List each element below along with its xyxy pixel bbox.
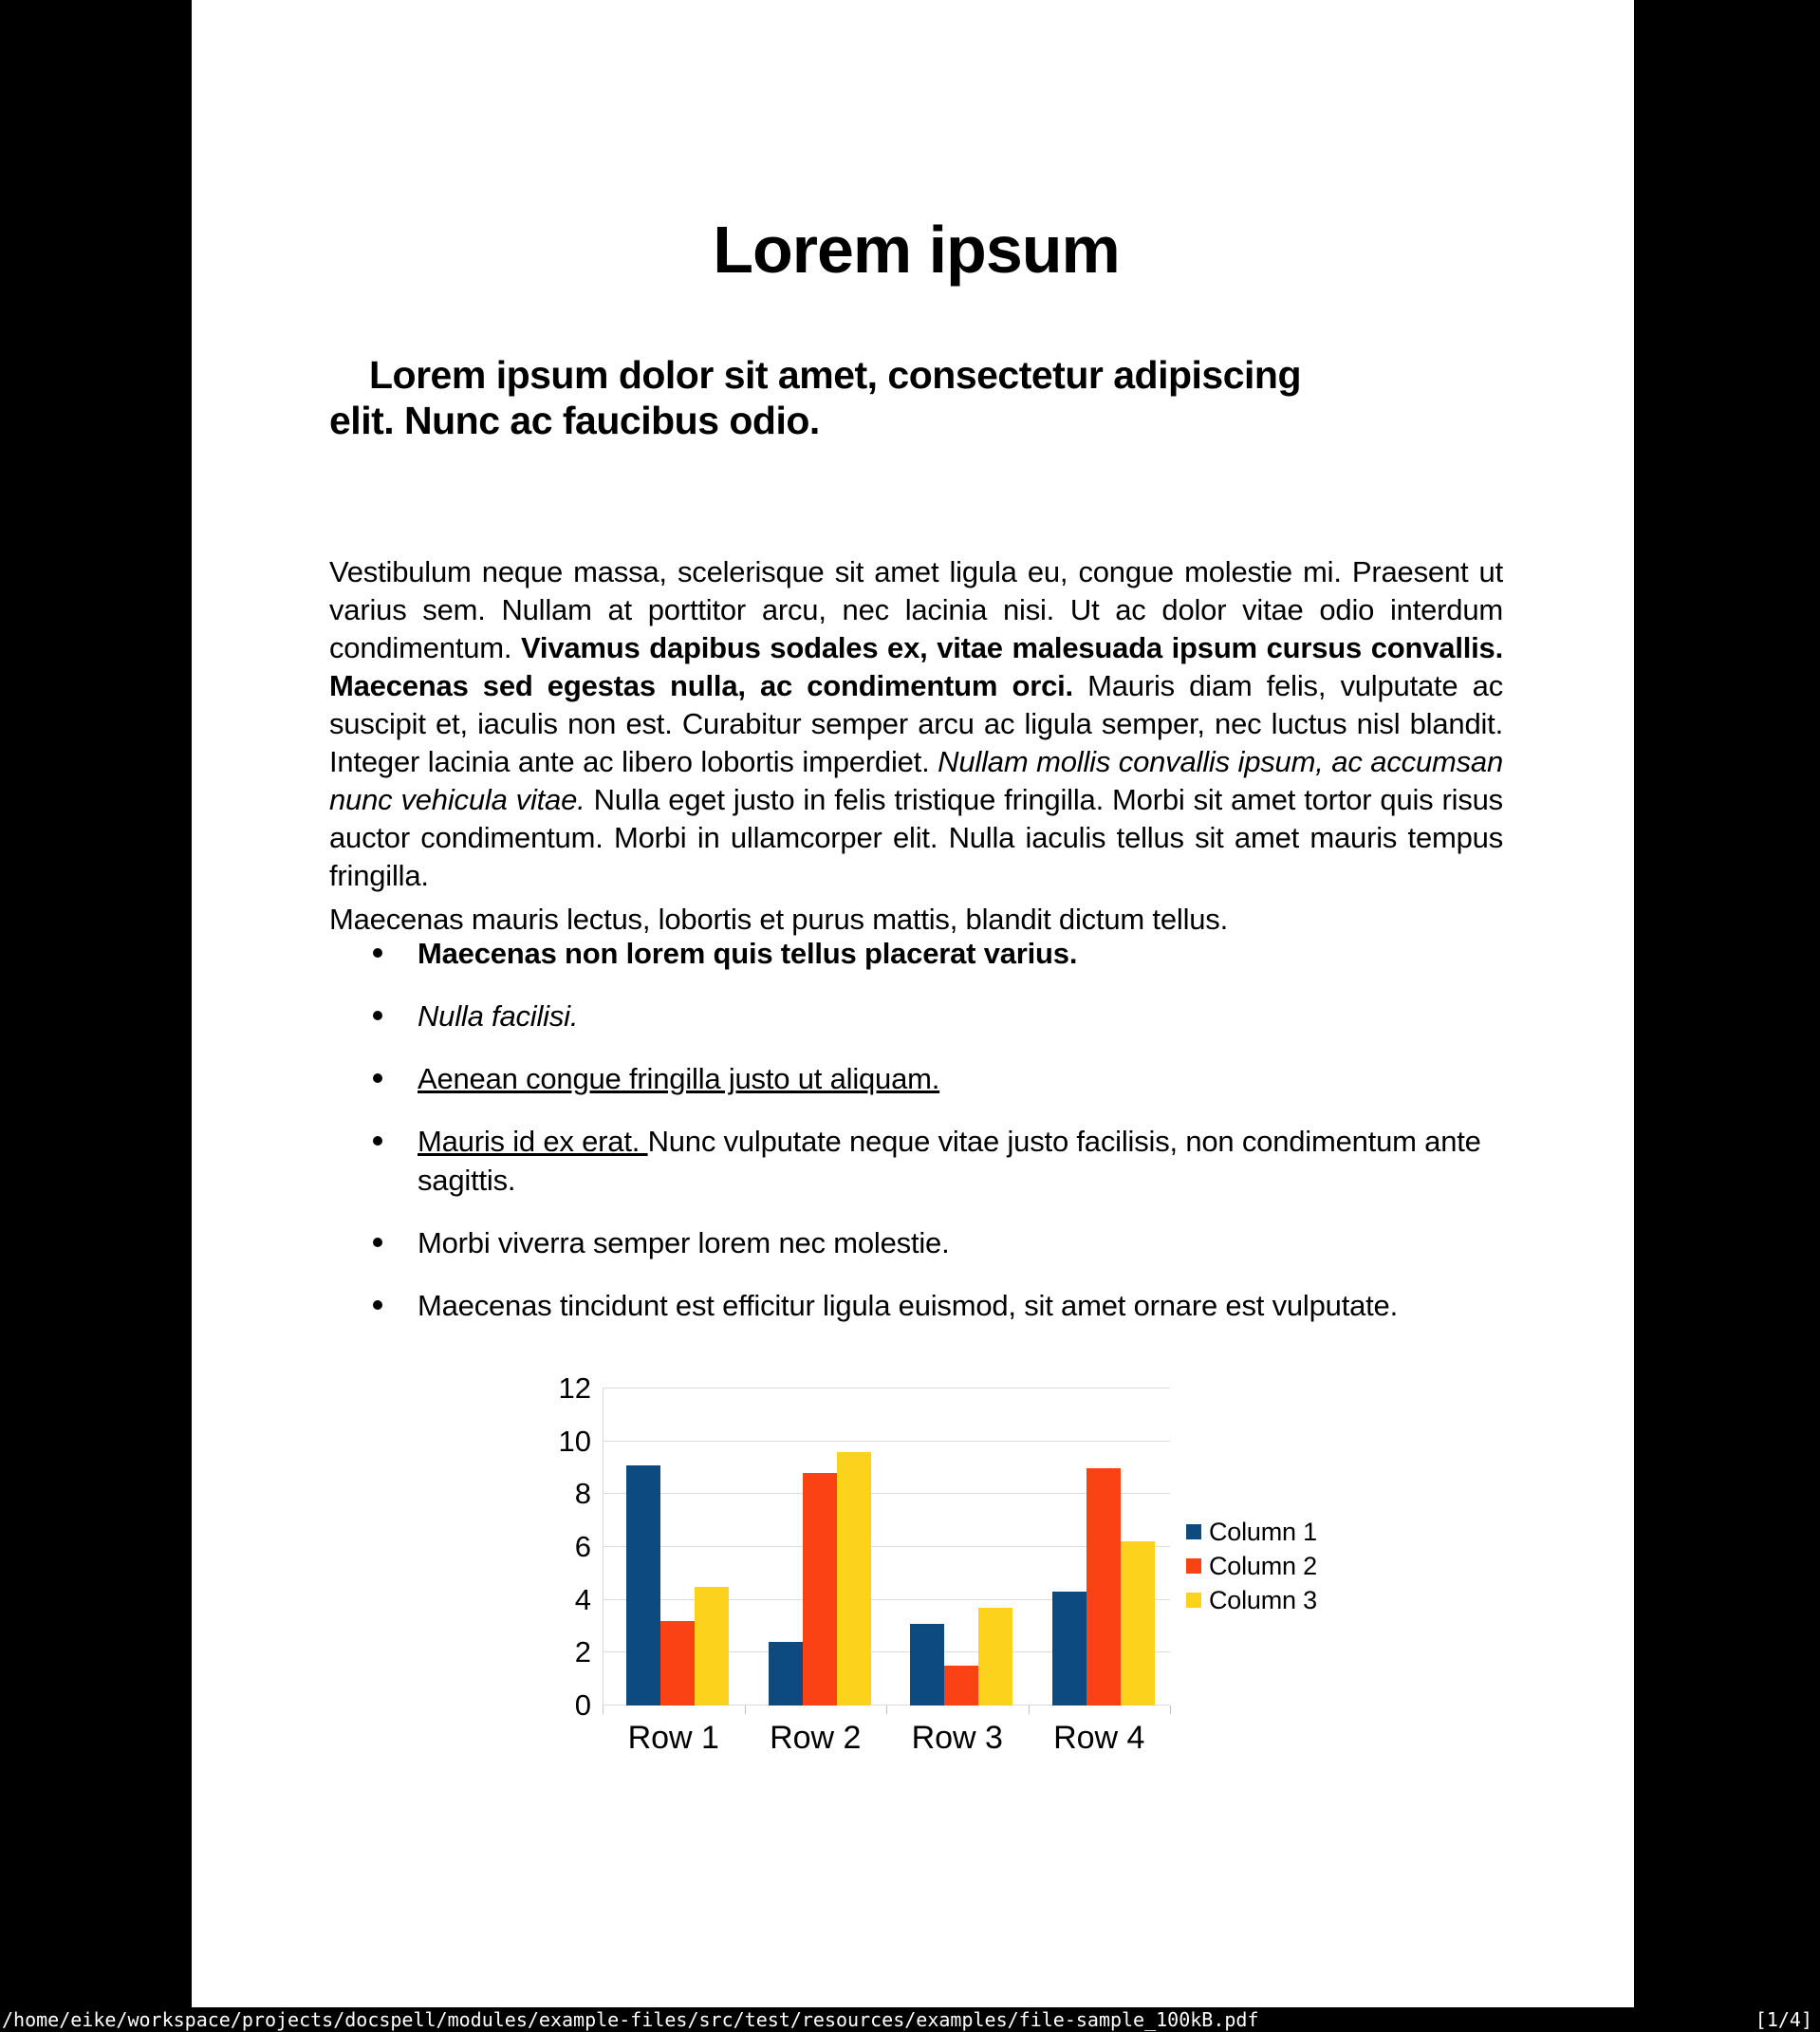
y-tick-label-0: 0 [574,1688,591,1722]
bar-column-2-row-2 [803,1473,837,1706]
bullet-marker [373,1238,382,1247]
y-tick-label-2: 2 [574,1635,591,1669]
bullet-item-6 [329,1286,1515,1325]
gridline-y-10 [603,1441,1170,1442]
text-segment-italic: Nulla facilisi. [418,999,579,1033]
bar-chart-legend [1186,1515,1317,1617]
legend-entry-3 [1186,1583,1317,1617]
bullet-marker [373,1136,382,1146]
subheading-line-2: elit. Nunc ac faucibus odio. [329,399,820,442]
gridline-y-12 [603,1388,1170,1389]
statusbar-file-path: /home/eike/workspace/projects/docspell/modules/example-files/src/test/resources/examples/file-sample_100kB.pdf [2,2008,1259,2031]
legend-swatch-icon [1186,1593,1201,1608]
bar-column-2-row-4 [1086,1468,1121,1706]
bar-column-3-row-3 [978,1608,1012,1706]
statusbar [0,2007,1820,2032]
x-axis-tick [1170,1706,1171,1714]
legend-label: Column 2 [1209,1551,1317,1580]
subheading-line-1: Lorem ipsum dolor sit amet, consectetur adipiscing [369,353,1301,397]
y-tick-label-6: 6 [574,1530,591,1563]
legend-swatch-icon [1186,1524,1201,1539]
body-paragraph-2: Maecenas mauris lectus, lobortis et purus mattis, blandit dictum tellus. [329,903,1229,936]
bullet-item-5 [329,1223,1515,1262]
pdf-page[interactable] [192,0,1634,2007]
document-subheading [329,352,1515,443]
legend-label: Column 3 [1209,1585,1317,1614]
text-segment-normal: Morbi viverra semper lorem nec molestie. [418,1226,950,1259]
bar-column-1-row-4 [1052,1592,1086,1706]
text-segment-italic: Nullam mollis convallis ipsum, ac accumsan nunc vehicula vitae. [329,745,1503,816]
bar-column-2-row-1 [660,1621,695,1706]
text-segment-bold: Maecenas non lorem quis tellus placerat varius. [418,937,1078,970]
x-category-label-4: Row 4 [1053,1720,1145,1756]
document-title: Lorem ipsum [713,212,1120,287]
x-axis-tick [1029,1706,1030,1714]
bullet-marker [373,948,382,958]
x-axis-tick [886,1706,887,1714]
bar-column-3-row-1 [695,1587,729,1706]
text-segment-normal: Nunc vulputate neque vitae justo facilisis, non condimentum ante sagittis. [418,1125,1481,1197]
bar-column-2-row-3 [944,1666,978,1706]
x-axis-tick [745,1706,746,1714]
text-segment-normal: Nulla eget justo in felis tristique fringilla. Morbi sit amet tortor quis risus auctor condimentum. Morbi in ullamcorper elit. Nulla iaculis tellus sit amet mauris tempus fringilla. [329,783,1503,892]
y-tick-label-8: 8 [574,1477,591,1511]
statusbar-page-indicator: [1/4] [1755,2008,1812,2031]
text-segment-normal: Vestibulum neque massa, scelerisque sit amet ligula eu, congue molestie mi. Praesent ut varius sem. Nullam at porttitor arcu, nec lacinia nisi. Ut ac dolor vitae odio interdum condimentum. [329,555,1503,664]
x-category-label-1: Row 1 [627,1720,719,1756]
body-paragraph-1 [329,553,1503,895]
bullet-marker [373,1011,382,1020]
gridline-y-8 [603,1493,1170,1494]
legend-entry-2 [1186,1549,1317,1583]
x-axis-tick [603,1706,604,1714]
bar-chart-plot-area [603,1389,1170,1706]
y-tick-label-4: 4 [574,1582,591,1616]
bar-column-1-row-3 [910,1624,944,1706]
text-segment-underline: Mauris id ex erat. [418,1125,648,1158]
y-axis-line [603,1389,604,1706]
bullet-marker [373,1300,382,1310]
legend-label: Column 1 [1209,1517,1317,1546]
bullet-marker [373,1073,382,1083]
text-segment-normal: Mauris diam felis, vulputate ac suscipit et, iaculis non est. Curabitur semper arcu ac ligula semper, nec luctus nisl blandit. Integer lacinia ante ac libero lobortis imperdiet. [329,669,1503,778]
text-segment-underline: Aenean congue fringilla justo ut aliquam. [418,1062,940,1095]
bar-column-3-row-2 [837,1452,871,1706]
y-tick-label-10: 10 [558,1424,591,1458]
bar-column-1-row-1 [626,1465,660,1706]
bullet-item-1 [329,934,1515,973]
bullet-item-3 [329,1059,1515,1098]
legend-swatch-icon [1186,1558,1201,1574]
text-segment-normal: Maecenas tincidunt est efficitur ligula euismod, sit amet ornare est vulputate. [418,1289,1399,1322]
x-category-label-2: Row 2 [770,1720,862,1756]
y-tick-label-12: 12 [558,1371,591,1405]
bar-column-3-row-4 [1121,1541,1155,1706]
bullet-item-4 [329,1122,1515,1200]
legend-entry-1 [1186,1515,1317,1549]
text-segment-bold: Vivamus dapibus sodales ex, vitae malesuada ipsum cursus convallis. Maecenas sed egestas nulla, ac condimentum orci. [329,631,1504,702]
bullet-item-2 [329,997,1515,1035]
x-category-label-3: Row 3 [911,1720,1003,1756]
bar-column-1-row-2 [769,1642,803,1706]
gridline-y-6 [603,1546,1170,1547]
bullet-list [329,934,1515,1349]
